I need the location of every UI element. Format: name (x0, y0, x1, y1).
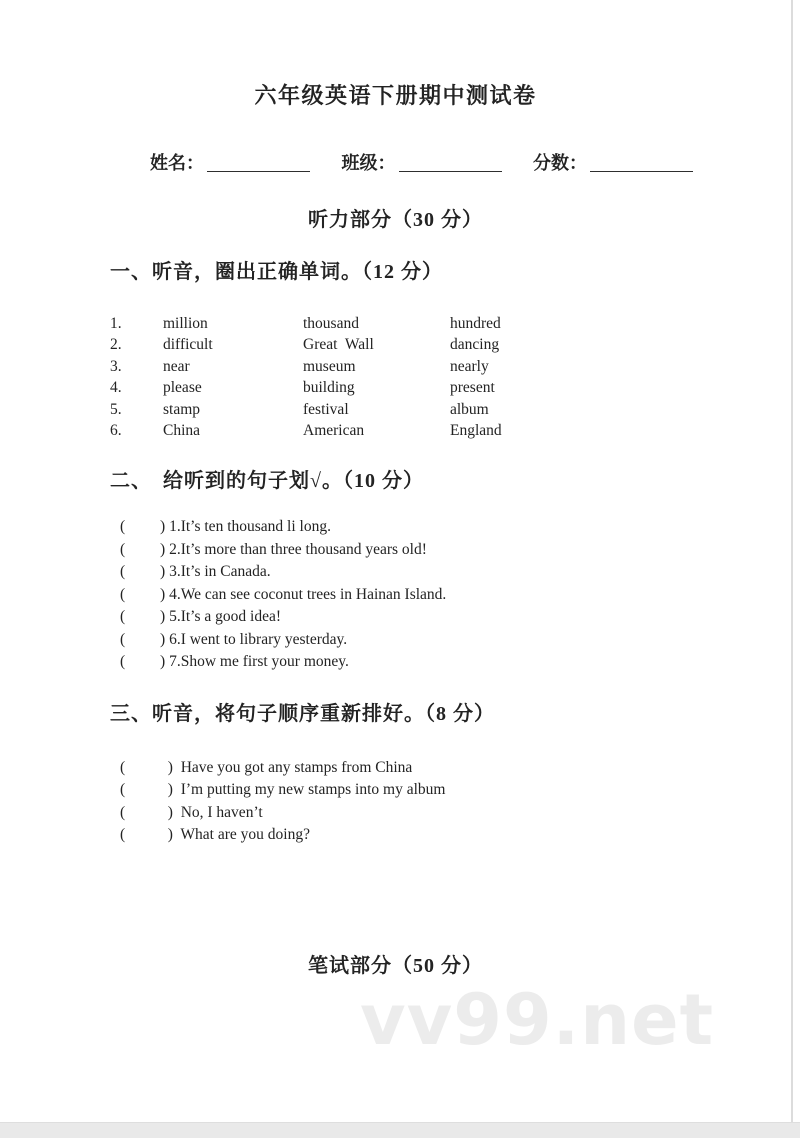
word-option: million (163, 315, 208, 332)
word-option: album (450, 400, 489, 418)
word-option: thousand (303, 315, 359, 332)
word-option: China (163, 422, 201, 440)
listening-sentence-item: ( ) No, I haven’t (120, 803, 263, 821)
class-field (342, 153, 502, 173)
listening-sentence-item: ( ) 1.It’s ten thousand li long. (120, 518, 331, 536)
word-option: England (450, 422, 502, 440)
word-choice-table (110, 313, 791, 441)
class-label: 班级： (341, 153, 396, 173)
word-option: hundred (450, 315, 501, 332)
listening-sentence-item: ( ) Have you got any stamps from China (120, 758, 413, 776)
listening-sentence-item: ( ) 3.It’s in Canada. (120, 563, 271, 581)
word-row (110, 356, 791, 377)
listening-sentence-item: ( ) 4.We can see coconut trees in Hainan Island. (120, 585, 447, 603)
row-number: 2. (110, 336, 122, 354)
word-option: nearly (450, 357, 489, 375)
section3-sentence-list (120, 757, 791, 846)
section1-heading: 一、听音，圈出正确单词。（12 分） (110, 261, 443, 283)
listening-sentence-item: ( ) I’m putting my new stamps into my album (120, 781, 446, 799)
word-option: stamp (163, 400, 201, 418)
word-row (110, 420, 791, 441)
listening-sentence-item: ( ) 6.I went to library yesterday. (120, 630, 348, 648)
written-part-title: 笔试部分（50 分） (308, 955, 483, 978)
listening-sentence-item: ( ) 5.It’s a good idea! (120, 608, 281, 626)
row-number: 6. (110, 422, 122, 440)
section3-heading: 三、听音，将句子顺序重新排好。（8 分） (110, 702, 495, 725)
listening-sentence-item: ( ) What are you doing? (120, 825, 310, 843)
row-number: 5. (110, 400, 122, 418)
score-blank-line (590, 156, 693, 172)
section2-heading: 二、 给听到的句子划√。（10 分） (110, 470, 424, 493)
listening-sentence-item: ( ) 2.It’s more than three thousand years old! (120, 540, 427, 558)
student-info-row (150, 152, 791, 174)
page-title: 六年级英语下册期中测试卷 (254, 83, 537, 108)
name-field (150, 153, 310, 173)
name-blank-line (207, 156, 310, 172)
score-field (533, 153, 693, 173)
word-option: difficult (163, 336, 213, 354)
word-option: building (303, 379, 355, 397)
class-blank-line (399, 156, 502, 172)
listening-sentence-item: ( ) 7.Show me first your money. (120, 653, 349, 671)
name-label: 姓名： (150, 153, 204, 173)
word-option: please (163, 379, 202, 397)
watermark: vv99.net (360, 979, 715, 1061)
row-number: 1. (110, 315, 122, 332)
word-option: Great Wall (303, 336, 374, 354)
word-option: festival (303, 400, 349, 418)
word-option: museum (303, 357, 356, 375)
row-number: 4. (110, 379, 122, 397)
score-label: 分数： (533, 153, 587, 173)
word-row (110, 399, 791, 420)
word-option: near (163, 357, 190, 375)
word-option: American (303, 422, 365, 440)
word-option: present (450, 379, 495, 397)
word-row (110, 334, 791, 355)
word-row (110, 313, 791, 334)
section2-sentence-list (120, 516, 791, 674)
page-bottom-gutter (0, 1122, 800, 1138)
word-option: dancing (450, 336, 500, 354)
listening-part-title: 听力部分（30 分） (308, 209, 483, 231)
row-number: 3. (110, 357, 122, 375)
word-row (110, 377, 791, 398)
